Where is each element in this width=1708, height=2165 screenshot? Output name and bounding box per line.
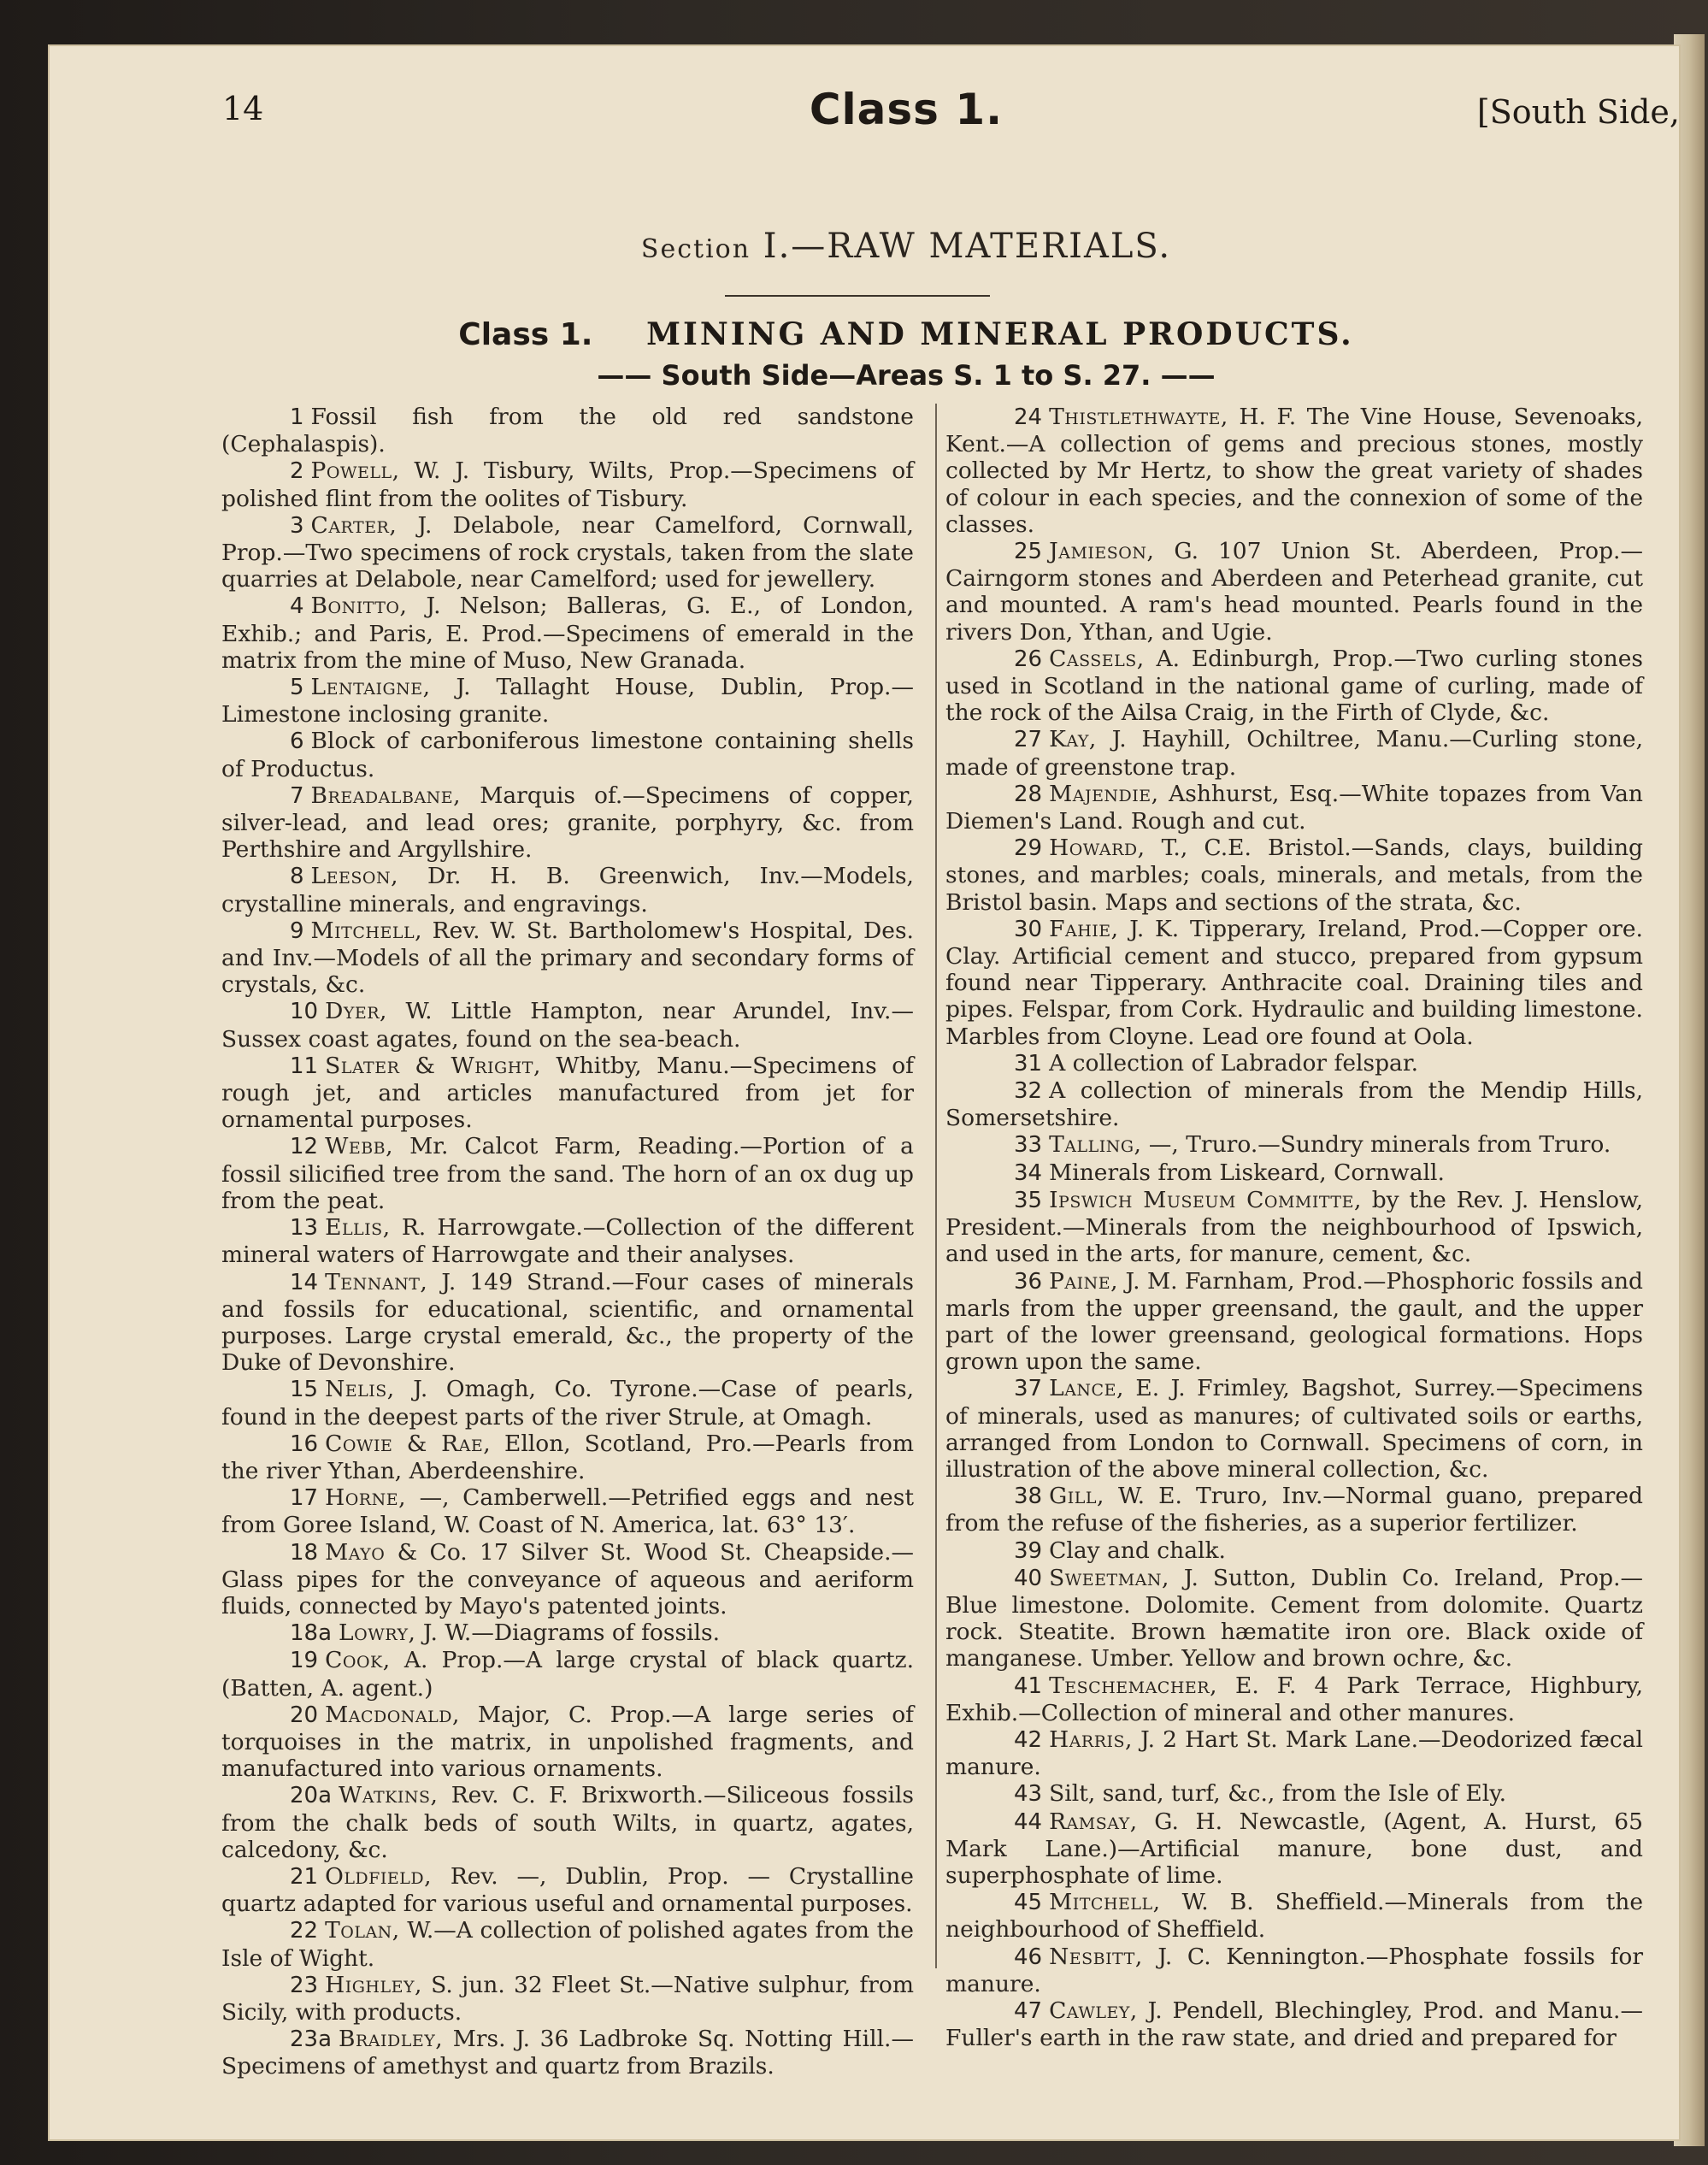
catalogue-entry xyxy=(221,1917,914,1971)
entry-number: 27 xyxy=(1014,727,1043,753)
entry-description: E. J. Frimley, Bagshot, Surrey.—Specimens of minerals, used as manures; of cultivated soils or earths, arranged from London to Cornwall. Specimens of corn, in illustration of the above mineral collection, &c. xyxy=(945,1375,1643,1483)
entry-number: 23 xyxy=(290,1972,319,1998)
exhibitor-name: Mayo xyxy=(325,1538,386,1566)
catalogue-entry xyxy=(945,726,1643,780)
entry-description: R. Harrowgate.—Collection of the different mineral waters of Harrowgate and their analyses. xyxy=(221,1214,914,1269)
right-column xyxy=(945,404,1643,2051)
class-label: Class 1. xyxy=(458,317,593,352)
exhibitor-name: Mitchell, xyxy=(1049,1889,1161,1916)
entry-number: 18a xyxy=(290,1620,333,1647)
exhibitor-name: Lentaigne, xyxy=(310,674,431,701)
exhibitor-name: Gill, xyxy=(1049,1483,1104,1510)
entry-description: E. F. 4 Park Terrace, Highbury, Exhib.—Collection of mineral and other manures. xyxy=(945,1672,1643,1726)
exhibitor-name: Carter, xyxy=(310,511,398,539)
catalogue-entry xyxy=(945,1726,1643,1780)
entry-description: Major, C. Prop.—A large series of torquoises in the matrix, in unpolished fragments, and manufactured into various ornaments. xyxy=(221,1701,914,1783)
entry-number: 41 xyxy=(1014,1672,1043,1699)
entry-description: A collection of Labrador felspar. xyxy=(1049,1049,1419,1077)
exhibitor-name: Cawley, xyxy=(1049,1997,1138,2024)
entry-number: 9 xyxy=(290,917,304,944)
catalogue-entry xyxy=(221,1484,914,1538)
exhibitor-name: Ellis, xyxy=(325,1214,391,1242)
entry-number: 22 xyxy=(290,1918,319,1944)
entry-description: Dr. H. B. Greenwich, Inv.—Models, crystalline minerals, and engravings. xyxy=(221,863,914,917)
entry-number: 8 xyxy=(290,864,304,890)
entry-description: W. Little Hampton, near Arundel, Inv.—Sussex coast agates, found on the sea-beach. xyxy=(221,998,914,1053)
catalogue-entry xyxy=(945,1808,1643,1890)
entry-description: W.—A collection of polished agates from the Isle of Wight. xyxy=(221,1917,914,1972)
column-divider xyxy=(935,404,937,1968)
entry-number: 31 xyxy=(1014,1050,1043,1077)
entry-number: 6 xyxy=(290,729,304,755)
side-label: [South Side, xyxy=(1476,93,1680,131)
entry-number: 28 xyxy=(1014,781,1043,807)
entry-description: T., C.E. Bristol.—Sands, clays, building stones, and marbles; coals, minerals, and metals, from the Bristol basin. Maps and sections of the strata, &c. xyxy=(945,835,1643,916)
entry-description: Mr. Calcot Farm, Reading.—Portion of a fossil silicified tree from the sand. The horn of an ox dug up from the peat. xyxy=(221,1133,914,1214)
entry-description: W. B. Sheffield.—Minerals from the neighbourhood of Sheffield. xyxy=(945,1889,1643,1944)
catalogue-entry xyxy=(945,1537,1643,1565)
exhibitor-name: Tolan, xyxy=(325,1917,400,1944)
entry-description: Rev. C. F. Brixworth.—Siliceous fossils from the chalk beds of south Wilts, in quartz, agates, calcedony, &c. xyxy=(221,1782,914,1863)
entry-number: 15 xyxy=(290,1377,319,1403)
catalogue-entry xyxy=(221,1539,914,1620)
exhibitor-name: Tennant, xyxy=(325,1268,428,1295)
catalogue-entry xyxy=(221,1863,914,1917)
running-title: Class 1. xyxy=(809,85,1004,134)
entry-number: 29 xyxy=(1014,835,1043,862)
entry-description: Ashhurst, Esq.—White topazes from Van Diemen's Land. Rough and cut. xyxy=(945,780,1643,835)
catalogue-entry xyxy=(945,1780,1643,1808)
exhibitor-name: Mitchell, xyxy=(310,917,422,944)
entry-number: 20a xyxy=(290,1783,333,1809)
catalogue-entry xyxy=(221,782,914,864)
exhibitor-name: Watkins, xyxy=(339,1782,439,1809)
entry-description: Clay and chalk. xyxy=(1049,1537,1226,1564)
page-number: 14 xyxy=(222,90,264,127)
catalogue-entry xyxy=(221,1619,914,1647)
entry-description: J. C. Kennington.—Phosphate fossils for manure. xyxy=(945,1943,1643,1997)
catalogue-entry xyxy=(945,1131,1643,1159)
exhibitor-name: Webb, xyxy=(325,1133,394,1160)
catalogue-entry xyxy=(945,646,1643,727)
catalogue-entry xyxy=(945,1889,1643,1943)
entry-number: 23a xyxy=(290,2026,333,2053)
entry-number: 45 xyxy=(1014,1890,1043,1916)
entry-description: S. jun. 32 Fleet St.—Native sulphur, from Sicily, with products. xyxy=(221,1971,914,2026)
catalogue-entry xyxy=(945,1944,1643,1997)
exhibitor-name: Macdonald, xyxy=(325,1701,460,1728)
catalogue-entry xyxy=(945,1997,1643,2051)
catalogue-entry xyxy=(221,2026,914,2079)
catalogue-entry xyxy=(221,404,914,457)
catalogue-entry xyxy=(221,998,914,1052)
exhibitor-name: Oldfield, xyxy=(325,1862,433,1890)
entry-description: A. Edinburgh, Prop.—Two curling stones used in Scotland in the national game of curling, made of the rock of the Ailsa Craig, in the Firth of Clyde, &c. xyxy=(945,645,1643,727)
catalogue-entry xyxy=(945,1565,1643,1672)
exhibitor-name: Harris, xyxy=(1049,1726,1133,1753)
catalogue-entry xyxy=(945,1050,1643,1077)
entry-number: 21 xyxy=(290,1863,319,1890)
catalogue-entry xyxy=(221,1133,914,1214)
exhibitor-name: Jamieson, xyxy=(1049,538,1155,565)
section-name: I.—RAW MATERIALS. xyxy=(763,227,1172,266)
catalogue-entry xyxy=(945,835,1643,916)
catalogue-entry xyxy=(945,1268,1643,1376)
exhibitor-name: Horne, xyxy=(325,1484,407,1512)
catalogue-entry xyxy=(945,538,1643,646)
class-title: MINING AND MINERAL PRODUCTS. xyxy=(646,316,1354,352)
entry-description: J. Omagh, Co. Tyrone.—Case of pearls, found in the deepest parts of the river Strule, at Omagh. xyxy=(221,1376,914,1431)
entry-description: J. Pendell, Blechingley, Prod. and Manu.—Fuller's earth in the raw state, and dried and prepared for xyxy=(945,1997,1643,2052)
catalogue-entry xyxy=(221,1782,914,1863)
exhibitor-name: Nelis, xyxy=(325,1376,395,1403)
exhibitor-name: Howard, xyxy=(1049,835,1146,862)
catalogue-entry xyxy=(221,457,914,511)
exhibitor-name: Powell, xyxy=(310,457,400,485)
entry-description: Block of carboniferous limestone containing shells of Productus. xyxy=(221,728,914,782)
catalogue-entry xyxy=(221,512,914,593)
catalogue-entry xyxy=(221,1214,914,1268)
catalogue-entry xyxy=(221,1647,914,1701)
entry-description: J. Delabole, near Camelford, Cornwall, Prop.—Two specimens of rock crystals, taken from the slate quarries at Delabole, near Camelford; used for jewellery. xyxy=(221,511,914,593)
catalogue-entry xyxy=(221,1702,914,1783)
entry-number: 25 xyxy=(1014,539,1043,565)
entry-description: J. Sutton, Dublin Co. Ireland, Prop.—Blue limestone. Dolomite. Cement from dolomite. Quartz rock. Steatite. Brown hæmatite iron ore. Black oxide of manganese. Umber. Yellow and brown ochre, &c. xyxy=(945,1564,1643,1672)
entry-number: 2 xyxy=(290,458,304,485)
entry-description: & Co. 17 Silver St. Wood St. Cheapside.—Glass pipes for the conveyance of aqueous and aeriform fluids, connected by Mayo's patented joints. xyxy=(221,1538,914,1619)
entry-number: 39 xyxy=(1014,1537,1043,1564)
entry-description: Fossil fish from the old red sandstone (Cephalaspis). xyxy=(221,404,914,458)
area-heading: —— South Side—Areas S. 1 to S. 27. —— xyxy=(597,359,1216,392)
entry-number: 38 xyxy=(1014,1484,1043,1510)
catalogue-entry xyxy=(945,1672,1643,1726)
entry-number: 34 xyxy=(1014,1159,1043,1186)
catalogue-entry xyxy=(221,917,914,999)
entry-description: Ellon, Scotland, Pro.—Pearls from the river Ythan, Aberdeenshire. xyxy=(221,1430,914,1484)
entry-description: G. H. Newcastle, (Agent, A. Hurst, 65 Mark Lane.)—Artificial manure, bone dust, and superphosphate of lime. xyxy=(945,1808,1643,1889)
divider-rule xyxy=(725,295,990,297)
exhibitor-name: Slater & Wright, xyxy=(325,1052,541,1079)
entry-number: 43 xyxy=(1014,1781,1043,1808)
entry-description: —, Truro.—Sundry minerals from Truro. xyxy=(1148,1131,1611,1159)
catalogue-entry xyxy=(221,593,914,674)
entry-number: 33 xyxy=(1014,1132,1043,1159)
exhibitor-name: Breadalbane, xyxy=(310,782,462,809)
section-title xyxy=(274,227,1539,266)
entry-number: 42 xyxy=(1014,1726,1043,1753)
entry-description: A collection of minerals from the Mendip Hills, Somersetshire. xyxy=(945,1077,1643,1132)
entry-number: 40 xyxy=(1014,1565,1043,1591)
exhibitor-name: Teschemacher, xyxy=(1049,1672,1218,1699)
entry-number: 3 xyxy=(290,512,304,539)
entry-number: 30 xyxy=(1014,916,1043,942)
entry-description: G. 107 Union St. Aberdeen, Prop.—Cairngorm stones and Aberdeen and Peterhead granite, cut and mounted. A ram's head mounted. Pearls found in the rivers Don, Ythan, and Ugie. xyxy=(945,538,1643,646)
exhibitor-name: Nesbitt, xyxy=(1049,1943,1143,1970)
entry-number: 5 xyxy=(290,675,304,701)
catalogue-entry xyxy=(945,916,1643,1050)
exhibitor-name: Lowry, xyxy=(339,1619,416,1647)
entry-description: J. Tallaght House, Dublin, Prop.—Limestone inclosing granite. xyxy=(221,674,914,729)
left-column xyxy=(221,404,914,2080)
catalogue-entry xyxy=(221,1053,914,1134)
exhibitor-name: Majendie, xyxy=(1049,780,1159,807)
catalogue-entry xyxy=(221,1269,914,1377)
running-header xyxy=(171,85,1680,141)
exhibitor-name: Cowie & Rae, xyxy=(325,1430,492,1457)
entry-number: 37 xyxy=(1014,1376,1043,1402)
entry-description: Rev. W. St. Bartholomew's Hospital, Des. and Inv.—Models of all the primary and secondary forms of crystals, &c. xyxy=(221,917,914,999)
exhibitor-name: Ipswich Museum Committe, xyxy=(1049,1186,1362,1213)
entry-description: A. Prop.—A large crystal of black quartz. (Batten, A. agent.) xyxy=(221,1647,914,1702)
entry-description: Whitby, Manu.—Specimens of rough jet, and articles manufactured from jet for ornamental purposes. xyxy=(221,1052,914,1134)
exhibitor-name: Dyer, xyxy=(325,998,387,1025)
entry-number: 18 xyxy=(290,1539,319,1566)
entry-number: 36 xyxy=(1014,1268,1043,1295)
catalogue-entry xyxy=(221,674,914,728)
entry-number: 12 xyxy=(290,1134,319,1160)
entry-description: J. 149 Strand.—Four cases of minerals and fossils for educational, scientific, and ornamental purposes. Large crystal emerald, &c., the property of the Duke of Devonshire. xyxy=(221,1268,914,1377)
entry-number: 19 xyxy=(290,1648,319,1674)
entry-description: J. M. Farnham, Prod.—Phosphoric fossils and marls from the upper greensand, the gault, and the upper part of the lower greensand, geological formations. Hops grown upon the same. xyxy=(945,1267,1643,1376)
catalogue-entry xyxy=(945,404,1643,538)
entry-number: 14 xyxy=(290,1269,319,1295)
entry-number: 35 xyxy=(1014,1187,1043,1213)
exhibitor-name: Thistlethwayte, xyxy=(1049,404,1228,430)
entry-description: W. J. Tisbury, Wilts, Prop.—Specimens of polished flint from the oolites of Tisbury. xyxy=(221,457,914,512)
entry-description: W. E. Truro, Inv.—Normal guano, prepared from the refuse of the fisheries, as a superior fertilizer. xyxy=(945,1483,1643,1537)
catalogue-entry xyxy=(221,1376,914,1430)
entry-description: Rev. —, Dublin, Prop. — Crystalline quartz adapted for various useful and ornamental purposes. xyxy=(221,1862,914,1918)
entry-description: —, Camberwell.—Petrified eggs and nest from Goree Island, W. Coast of N. America, lat. 63° 13′. xyxy=(221,1484,914,1539)
entry-description: J. Nelson; Balleras, G. E., of London, Exhib.; and Paris, E. Prod.—Specimens of emerald in the matrix from the mine of Muso, New Granada. xyxy=(221,593,914,674)
entry-number: 10 xyxy=(290,999,319,1025)
catalogue-entry xyxy=(945,1187,1643,1268)
class-heading xyxy=(274,316,1539,352)
entry-number: 4 xyxy=(290,593,304,620)
catalogue-entry xyxy=(945,1483,1643,1537)
exhibitor-name: Bonitto, xyxy=(310,593,408,620)
entry-number: 1 xyxy=(290,404,304,430)
section-prefix: Section xyxy=(640,234,751,264)
exhibitor-name: Talling, xyxy=(1049,1131,1142,1159)
exhibitor-name: Kay, xyxy=(1049,726,1097,753)
catalogue-entry xyxy=(221,863,914,917)
catalogue-entry xyxy=(945,1077,1643,1131)
catalogue-entry xyxy=(945,1159,1643,1187)
exhibitor-name: Braidley, xyxy=(339,2026,444,2053)
exhibitor-name: Highley, xyxy=(325,1971,422,1998)
entry-description: J. K. Tipperary, Ireland, Prod.—Copper ore. Clay. Artificial cement and stucco, prepared from gypsum found near Tipperary. Anthracite coal. Draining tiles and pipes. Felspar, from Cork. Hydraulic and building limestone. Marbles from Cloyne. Lead ore found at Oola. xyxy=(945,915,1643,1050)
exhibitor-name: Ramsay, xyxy=(1049,1808,1138,1835)
exhibitor-name: Paine, xyxy=(1049,1267,1119,1295)
catalogue-entry xyxy=(945,781,1643,835)
entry-description: Marquis of.—Specimens of copper, silver-lead, and lead ores; granite, porphyry, &c. from Perthshire and Argyllshire. xyxy=(221,782,914,864)
catalogue-entry xyxy=(221,1972,914,2026)
entry-number: 16 xyxy=(290,1431,319,1457)
exhibitor-name: Lance, xyxy=(1049,1375,1124,1402)
entry-description: J. W.—Diagrams of fossils. xyxy=(422,1619,721,1647)
entry-description: Mrs. J. 36 Ladbroke Sq. Notting Hill.—Specimens of amethyst and quartz from Brazils. xyxy=(221,2026,914,2080)
entry-description: H. F. The Vine House, Sevenoaks, Kent.—A collection of gems and precious stones, mostly collected by Mr Hertz, to show the great variety of shades of colour in each species, and the connexion of some of the classes. xyxy=(945,404,1643,538)
entry-description: by the Rev. J. Henslow, President.—Minerals from the neighbourhood of Ipswich, and used in the arts, for manure, cement, &c. xyxy=(945,1186,1643,1268)
entry-number: 44 xyxy=(1014,1808,1043,1835)
entry-description: J. 2 Hart St. Mark Lane.—Deodorized fæcal manure. xyxy=(945,1726,1643,1781)
entry-number: 26 xyxy=(1014,646,1043,672)
entry-number: 24 xyxy=(1014,404,1043,430)
exhibitor-name: Cassels, xyxy=(1049,645,1145,672)
catalogue-entry xyxy=(945,1375,1643,1483)
entry-description: Minerals from Liskeard, Cornwall. xyxy=(1049,1159,1445,1186)
exhibitor-name: Cook, xyxy=(325,1647,391,1674)
catalogue-entry xyxy=(221,1431,914,1484)
exhibitor-name: Fahie, xyxy=(1049,915,1119,942)
exhibitor-name: Sweetman, xyxy=(1049,1564,1169,1591)
exhibitor-name: Leeson, xyxy=(310,863,399,890)
entry-number: 11 xyxy=(290,1053,319,1079)
entry-description: Silt, sand, turf, &c., from the Isle of Ely. xyxy=(1049,1780,1507,1808)
entry-number: 7 xyxy=(290,782,304,809)
catalogue-entry xyxy=(221,728,914,782)
entry-number: 46 xyxy=(1014,1944,1043,1970)
entry-number: 17 xyxy=(290,1485,319,1512)
entry-description: J. Hayhill, Ochiltree, Manu.—Curling stone, made of greenstone trap. xyxy=(945,726,1643,781)
entry-number: 13 xyxy=(290,1215,319,1242)
entry-number: 20 xyxy=(290,1702,319,1728)
entry-number: 32 xyxy=(1014,1078,1043,1105)
entry-number: 47 xyxy=(1014,1997,1043,2024)
